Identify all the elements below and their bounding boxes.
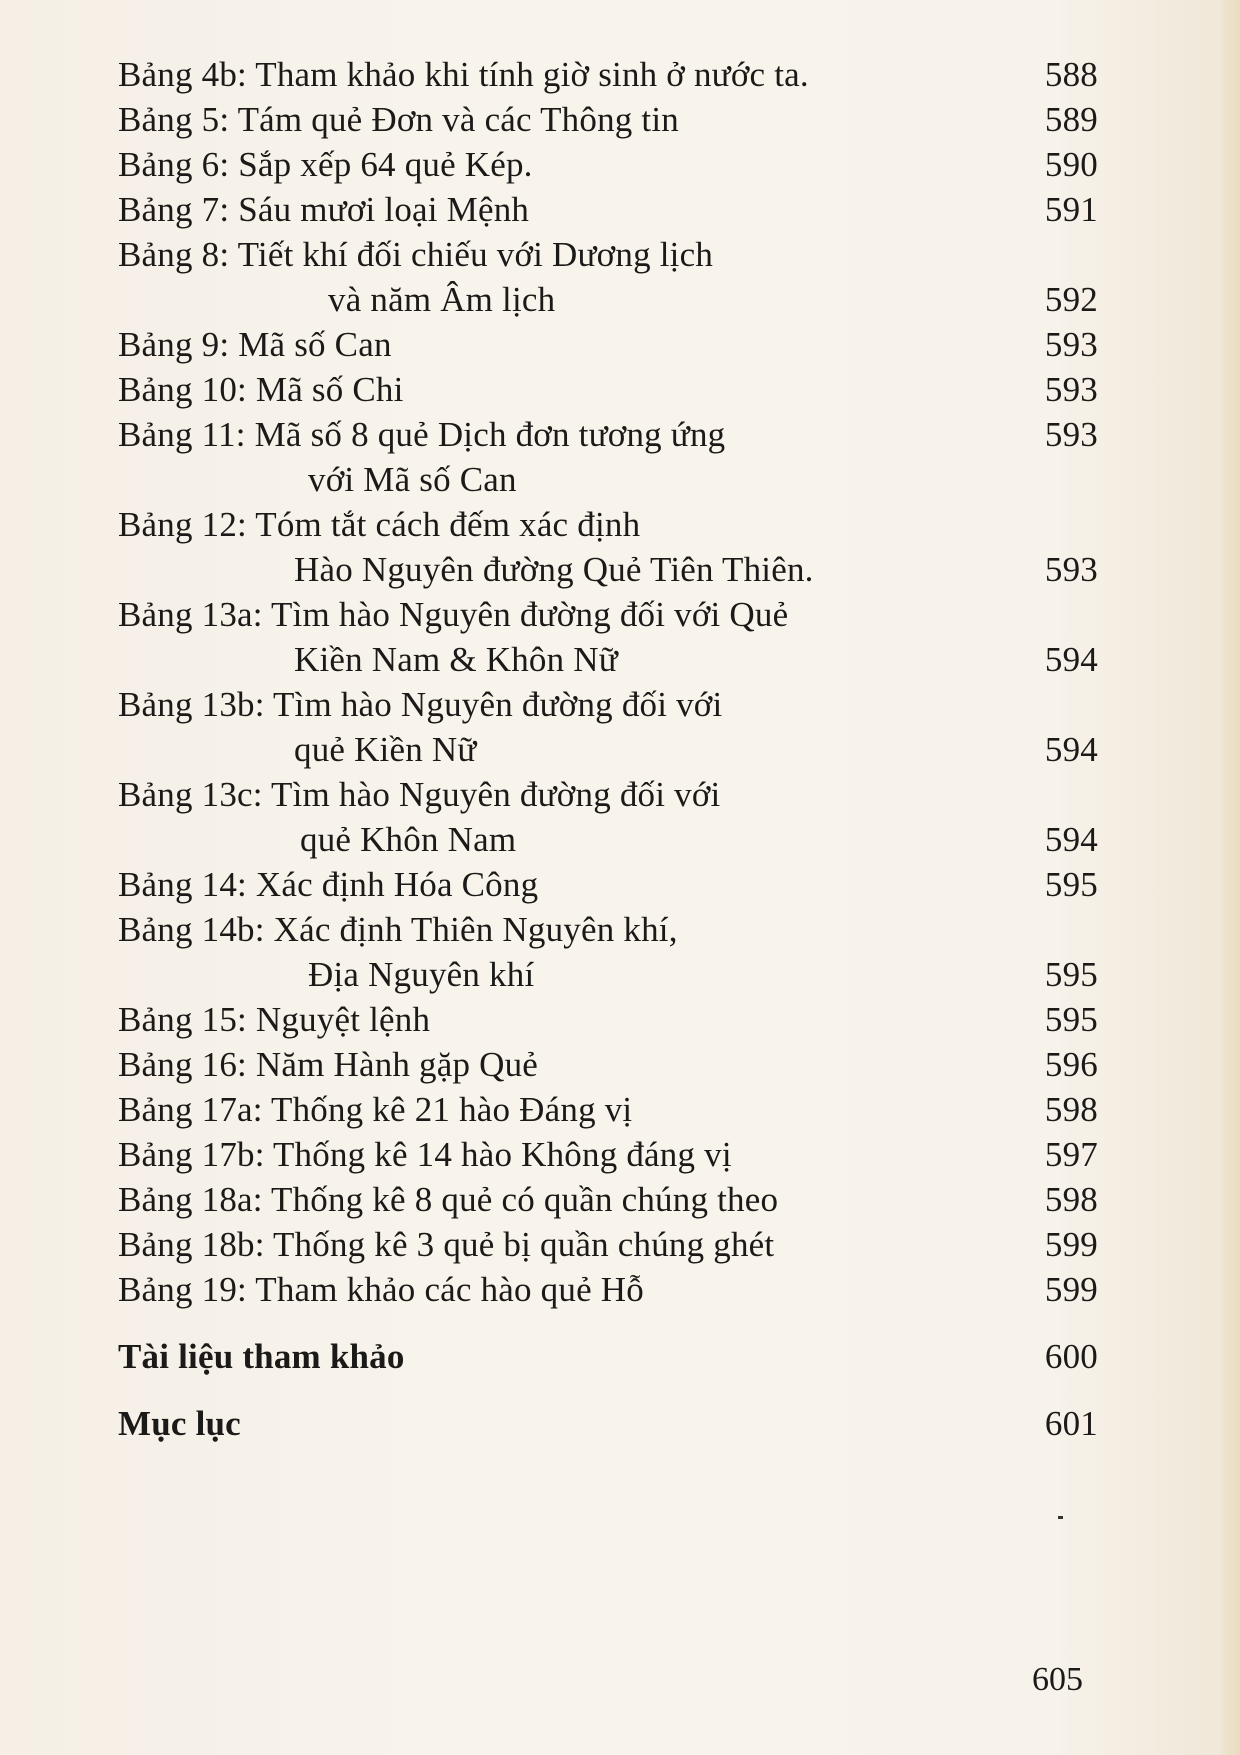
- toc-section-page: 600: [1044, 1337, 1098, 1376]
- toc-entry-title-line: Bảng 18a: Thống kê 8 quẻ có quần chúng theo: [118, 1180, 779, 1219]
- toc-entry-title-line: Bảng 13a: Tìm hào Nguyên đường đối với Quẻ: [118, 595, 789, 634]
- toc-entry-title: [118, 772, 720, 862]
- toc-entry-page: 598: [1044, 1180, 1098, 1219]
- toc-entry-page: 593: [1044, 550, 1098, 589]
- toc-entry-title: [118, 142, 533, 187]
- toc-section-title: Mục lục: [118, 1404, 241, 1443]
- toc-entry-title: [118, 592, 788, 682]
- toc-entry-title: [118, 232, 713, 322]
- toc-entry: [118, 772, 1098, 862]
- toc-entry-page: 593: [1044, 325, 1098, 364]
- toc-entry: [118, 682, 1098, 772]
- toc-entry-title-line: Bảng 14: Xác định Hóa Công: [118, 865, 539, 904]
- toc-section: [118, 1401, 1098, 1446]
- toc-section-title: Tài liệu tham khảo: [118, 1337, 405, 1376]
- toc-entry-page: 593: [1044, 415, 1098, 454]
- toc-entry-page: 599: [1044, 1225, 1098, 1264]
- toc-entry-title-line: Bảng 19: Tham khảo các hào quẻ Hỗ: [118, 1270, 644, 1309]
- toc-entry-page: 594: [1044, 730, 1098, 769]
- toc-entry-title-line: Bảng 13c: Tìm hào Nguyên đường đối với: [118, 775, 721, 814]
- toc-entry: [118, 142, 1098, 187]
- toc-entry-page: 594: [1044, 640, 1098, 679]
- toc-entry-title-line: Bảng 9: Mã số Can: [118, 325, 392, 364]
- toc-entry-title: [118, 1267, 644, 1312]
- toc-entry-title-line: Bảng 5: Tám quẻ Đơn và các Thông tin: [118, 100, 679, 139]
- toc-entry-continuation-line: Hào Nguyên đường Quẻ Tiên Thiên.: [294, 550, 814, 589]
- toc-entry: [118, 997, 1098, 1042]
- toc-entry-title: [118, 907, 678, 997]
- toc-entry: [118, 502, 1098, 592]
- toc-entry-title-line: Bảng 4b: Tham khảo khi tính giờ sinh ở nước ta.: [118, 55, 809, 94]
- toc-entry-title-line: Bảng 10: Mã số Chi: [118, 370, 404, 409]
- toc-entry-page: 597: [1044, 1135, 1098, 1174]
- toc-entry-title-line: Bảng 8: Tiết khí đối chiếu với Dương lịch: [118, 235, 714, 274]
- toc-section: [118, 1334, 1098, 1379]
- toc-entry: [118, 322, 1098, 367]
- toc-entry-continuation-line: với Mã số Can: [308, 460, 517, 499]
- toc-entry-title-line: Bảng 18b: Thống kê 3 quẻ bị quần chúng ghét: [118, 1225, 775, 1264]
- toc-entry-title: [118, 187, 529, 232]
- toc-entry-title: [118, 322, 392, 367]
- toc-entry: [118, 592, 1098, 682]
- toc-entry: [118, 1267, 1098, 1312]
- toc-entry-continuation-line: Kiền Nam & Khôn Nữ: [294, 640, 618, 679]
- toc-entry-title: [118, 1132, 732, 1177]
- toc-entry-title: [118, 682, 722, 772]
- toc-entry-title-line: Bảng 17b: Thống kê 14 hào Không đáng vị: [118, 1135, 732, 1174]
- toc-entry-title: [118, 997, 430, 1042]
- table-of-contents: [118, 52, 1098, 1446]
- toc-entry: [118, 52, 1098, 97]
- toc-entry-title-line: Bảng 15: Nguyệt lệnh: [118, 1000, 431, 1039]
- toc-entry-title-line: Bảng 12: Tóm tắt cách đếm xác định: [118, 505, 641, 544]
- toc-entry-title: [118, 1222, 774, 1267]
- toc-entry-page: 589: [1044, 100, 1098, 139]
- toc-entry: [118, 1132, 1098, 1177]
- toc-entry: [118, 907, 1098, 997]
- toc-entry-title: [118, 412, 725, 502]
- toc-entry-title-line: Bảng 7: Sáu mươi loại Mệnh: [118, 190, 530, 229]
- toc-entry-title-line: Bảng 11: Mã số 8 quẻ Dịch đơn tương ứng: [118, 415, 726, 454]
- toc-entry: [118, 1177, 1098, 1222]
- toc-entry-title-line: Bảng 14b: Xác định Thiên Nguyên khí,: [118, 910, 678, 949]
- toc-entry-title-line: Bảng 17a: Thống kê 21 hào Đáng vị: [118, 1090, 633, 1129]
- toc-entry-page: 595: [1044, 1000, 1098, 1039]
- toc-entry: [118, 187, 1098, 232]
- toc-entry: [118, 97, 1098, 142]
- toc-entry-continuation-line: Địa Nguyên khí: [308, 955, 535, 994]
- toc-entry-title-line: Bảng 13b: Tìm hào Nguyên đường đối với: [118, 685, 723, 724]
- toc-entry-continuation-line: quẻ Khôn Nam: [300, 820, 517, 859]
- toc-entry: [118, 367, 1098, 412]
- toc-entry: [118, 1042, 1098, 1087]
- toc-entry-continuation-line: và năm Âm lịch: [328, 280, 556, 319]
- toc-entry-title-line: Bảng 6: Sắp xếp 64 quẻ Kép.: [118, 145, 533, 184]
- toc-entry-title: [118, 97, 679, 142]
- toc-entry: [118, 412, 1098, 502]
- toc-entry: [118, 232, 1098, 322]
- toc-entry: [118, 862, 1098, 907]
- page-edge: [1222, 0, 1240, 1755]
- toc-entry-title: [118, 367, 404, 412]
- toc-entry-page: 591: [1044, 190, 1098, 229]
- toc-section-page: 601: [1044, 1404, 1098, 1443]
- toc-entry: [118, 1222, 1098, 1267]
- toc-entry-page: 594: [1044, 820, 1098, 859]
- toc-entry-title: [118, 1042, 538, 1087]
- toc-entry-page: 598: [1044, 1090, 1098, 1129]
- toc-entry-title: [118, 1177, 778, 1222]
- toc-entry-page: 590: [1044, 145, 1098, 184]
- toc-entry-page: 593: [1044, 370, 1098, 409]
- toc-entry-page: 599: [1044, 1270, 1098, 1309]
- toc-entry-title: [118, 502, 814, 592]
- toc-entry-page: 596: [1044, 1045, 1098, 1084]
- toc-entry-title: [118, 862, 538, 907]
- toc-entry-title: [118, 1087, 632, 1132]
- toc-entry-title: [118, 52, 809, 97]
- toc-entry-continuation-line: quẻ Kiền Nữ: [294, 730, 477, 769]
- toc-entry: [118, 1087, 1098, 1132]
- page-number: 605: [1032, 1661, 1083, 1698]
- toc-entry-page: 595: [1044, 955, 1098, 994]
- toc-entry-page: 595: [1044, 865, 1098, 904]
- ink-speck: [1058, 1516, 1063, 1519]
- toc-entry-title-line: Bảng 16: Năm Hành gặp Quẻ: [118, 1045, 539, 1084]
- toc-entry-page: 588: [1044, 55, 1098, 94]
- toc-entry-page: 592: [1044, 280, 1098, 319]
